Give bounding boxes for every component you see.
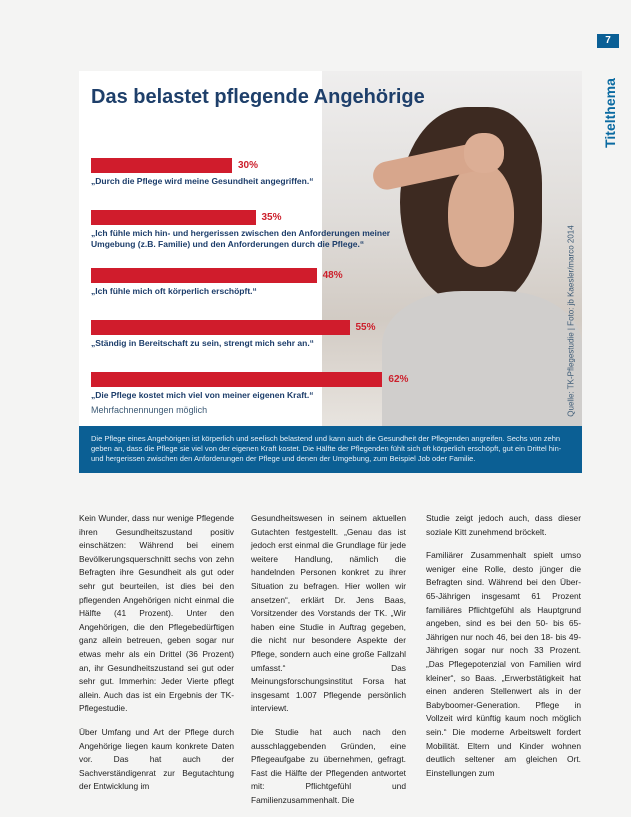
bar-category-label: „Ich fühle mich hin- und hergerissen zwischen den Anforderungen meiner Umgebung (z.B. Familie) und den Anforderungen durch die Pflege.“: [91, 228, 391, 249]
bar-row: [91, 158, 431, 173]
bar-value-label: 30%: [238, 160, 259, 171]
section-label-text: Titelthema: [602, 78, 618, 148]
paragraph: Studie zeigt jedoch auch, dass dieser soziale Kitt zunehmend bröckelt.: [426, 513, 581, 537]
photo-credit-text: Quelle: TK-Pflegestudie | Foto: jb Kaesler/marco 2014: [566, 225, 576, 417]
infobox-caption: Die Pflege eines Angehörigen ist körperlich und seelisch belastend und kann auch die Gesundheit der Pflegenden angreifen. Sechs von zehn geben an, dass die Pflege sie viel von der eigenen Kraft kostet. Die Hälfte der Pflegenden fühlt sich oft körperlich erschöpft, gut ein Drittel hin- und hergerissen zwischen den Anforderungen der Pflege und denen der Umgebung, zum Beispiel Job oder Familie.: [79, 426, 582, 473]
bar: [91, 158, 232, 173]
photo-hand: [464, 133, 504, 173]
section-label: [597, 58, 623, 168]
bar: [91, 372, 382, 387]
bar-row: [91, 268, 431, 283]
bar-row: [91, 372, 431, 387]
bar-value-label: 35%: [261, 212, 282, 223]
bar-value-label: 62%: [388, 374, 409, 385]
photo-face: [448, 163, 514, 267]
paragraph: Die Studie hat auch nach den ausschlaggebenden Gründen, eine Pflegeaufgabe zu übernehmen, gefragt. Fast die Hälfte der Pflegenden antwortet mit: Pflichtgefühl und Familienzusammenhalt. Die: [251, 726, 406, 805]
bar-category-label: „Ich fühle mich oft körperlich erschöpft.“: [91, 286, 257, 296]
bar-category-label: „Durch die Pflege wird meine Gesundheit angegriffen.“: [91, 176, 314, 186]
bar-category-label: „Ständig in Bereitschaft zu sein, strengt mich sehr an.“: [91, 338, 314, 348]
bar-row: [91, 210, 431, 225]
bar-row: [91, 320, 431, 335]
article-column-3: [426, 512, 581, 790]
bar-value-label: 55%: [355, 322, 376, 333]
paragraph: Familiärer Zusammenhalt spielt umso weniger eine Rolle, desto jünger die Befragten sind. Während bei den Über-65-Jährigen insgesamt 61 Prozent familiäres Pflichtgefühl als Hauptgrund angeben, sind es bei den 50- bis 65-Jährigen nur noch 46, bei den 18- bis 49-Jährigen sogar nur noch 33 Prozent. „Das Pflegepotenzial von Familien wird kleiner“, so Baas. „Erwerbstätigkeit hat einen anderen Stellenwert als in der Babyboomer-Generation. Pflege in Vollzeit wird künftig kaum noch möglich sein.“ Die moderne Arbeitswelt fordert Mobilität. Eltern und Kinder wohnen deutlich seltener am gleichen Ort. Einstellungen zum: [426, 550, 581, 778]
footnote: Mehrfachnennungen möglich: [91, 405, 208, 415]
page-number: 7: [597, 34, 619, 48]
infobox: [79, 71, 582, 473]
bar-item: [91, 268, 431, 310]
infobox-title: Das belastet pflegende Angehörige: [91, 86, 425, 108]
photo-credit: [564, 211, 578, 431]
article-column-2: [251, 512, 406, 817]
bar-chart: [91, 158, 431, 424]
bar: [91, 320, 350, 335]
bar: [91, 210, 256, 225]
bar: [91, 268, 317, 283]
bar-item: [91, 158, 431, 200]
paragraph: Kein Wunder, dass nur wenige Pflegende ihren Gesundheitszustand positiv einschätzen: Während bei einem Bevölkerungsquerschnitt sechs von zehn Befragten ihre Gesundheit als gut oder sehr gut beurteilen, ist dies bei den pflegenden Angehörigen nicht einmal die Hälfte (41 Prozent). Unter den Angehörigen, die den Pflegebedürftigen ganz allein betreuen, geben sogar nur etwas mehr als ein Drittel (36 Prozent) an, ihr Gesundheitszustand sei gut oder sehr gut. Immerhin: Jeder Vierte pflegt allein. Auch das ist ein Ergebnis der TK-Pflegestudie.: [79, 513, 234, 714]
bar-value-label: 48%: [322, 270, 343, 281]
bar-category-label: „Die Pflege kostet mich viel von meiner eigenen Kraft.“: [91, 390, 314, 400]
paragraph: Über Umfang und Art der Pflege durch Angehörige liegen kaum konkrete Daten vor. Das hat auch der Sachverständigenrat zur Begutachtung der Entwicklung im: [79, 726, 234, 792]
paragraph: Gesundheitswesen in seinem aktuellen Gutachten festgestellt. „Genau das ist jedoch erst einmal die Grundlage für jede weitere Handlung, nämlich die handelnden Personen konkret zu ihrer Situation zu befragen. Hier wollen wir ansetzen“, erklärt Dr. Jens Baas, Vorsitzender des Vorstands der TK. „Wir haben eine Studie in Auftrag gegeben, die nicht nur besondere Aspekte der Pflege, sondern auch eine große Fallzahl umfasst.“ Das Meinungsforschungsinstitut Forsa hat insgesamt 1.007 Pflegende persönlich interviewt.: [251, 513, 406, 714]
bar-item: [91, 210, 431, 258]
bar-item: [91, 320, 431, 362]
article-column-1: [79, 512, 234, 804]
